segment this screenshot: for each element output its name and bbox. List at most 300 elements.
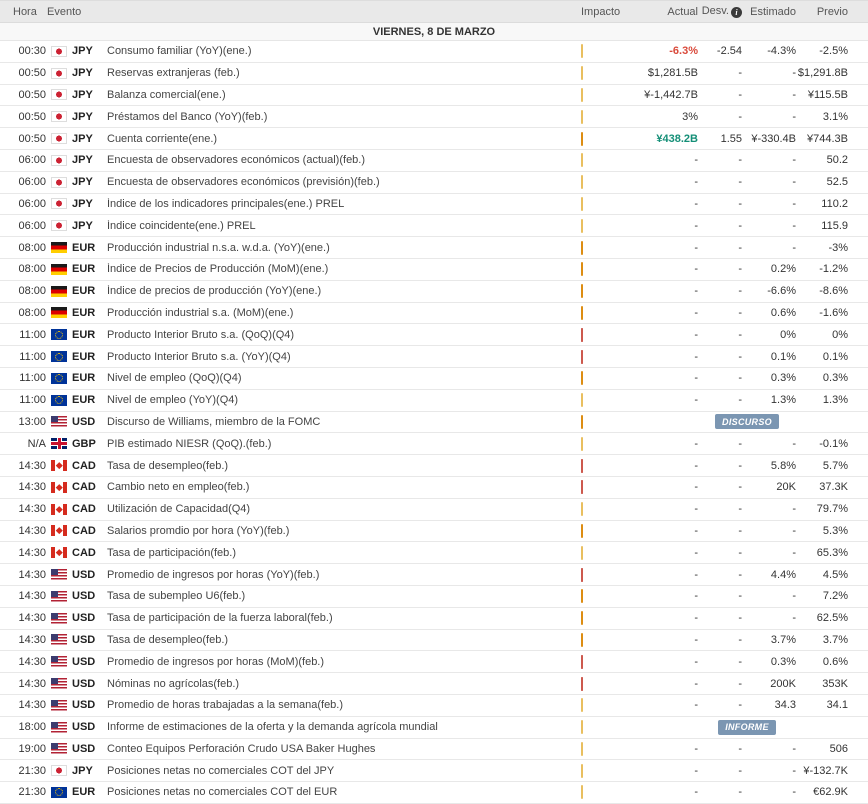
previo-value: 1.3% <box>822 394 848 407</box>
flag-icon <box>51 220 67 231</box>
impact-cell <box>576 394 634 406</box>
previo-value: 7.2% <box>822 590 848 603</box>
impact-cell <box>576 786 634 798</box>
currency-code: JPY <box>72 110 93 123</box>
impact-cell <box>576 89 634 101</box>
currency-code: EUR <box>72 263 96 276</box>
impact-cell <box>576 547 634 559</box>
currency-flag <box>46 700 72 711</box>
event-row[interactable] <box>0 41 868 63</box>
currency-code: JPY <box>72 219 93 232</box>
desv-value: - <box>738 154 742 167</box>
currency-code: USD <box>72 415 96 428</box>
event-label: Utilización de Capacidad(Q4) <box>107 503 251 516</box>
currency-flag <box>46 351 72 362</box>
event-row[interactable] <box>0 259 868 281</box>
flag-icon <box>51 329 67 340</box>
previo-value: 0.6% <box>822 655 848 668</box>
impact-bar-icon <box>581 284 583 298</box>
desv-value: - <box>738 786 742 799</box>
event-row[interactable] <box>0 281 868 303</box>
impact-bar-icon <box>581 720 583 734</box>
flag-icon <box>51 286 67 297</box>
currency-code: USD <box>72 677 96 690</box>
previo-value: -0.1% <box>819 437 848 450</box>
currency-flag <box>46 111 72 122</box>
actual-value: - <box>694 372 698 385</box>
event-label: Índice de Precios de Producción (MoM)(ene.) <box>107 263 329 276</box>
time-cell: 14:30 <box>18 524 46 537</box>
column-header-impacto: Impacto <box>581 5 621 18</box>
flag-icon <box>51 46 67 57</box>
desv-value: - <box>738 110 742 123</box>
desv-value: - <box>738 394 742 407</box>
event-label: Producción industrial n.s.a. w.d.a. (YoY)(ene.) <box>107 241 330 254</box>
previo-value: -8.6% <box>819 285 848 298</box>
event-label: Balanza comercial(ene.) <box>107 88 226 101</box>
previo-value: 37.3K <box>819 481 848 494</box>
event-label: Cambio neto en empleo(feb.) <box>107 481 250 494</box>
actual-value: 3% <box>682 110 698 123</box>
desv-value: - <box>738 524 742 537</box>
event-label: Tasa de participación de la fuerza laboral(feb.) <box>107 612 333 625</box>
event-label: Consumo familiar (YoY)(ene.) <box>107 45 252 58</box>
previo-value: ¥744.3B <box>807 132 848 145</box>
event-label: Salarios promdio por hora (YoY)(feb.) <box>107 524 290 537</box>
estimado-value: - <box>792 742 796 755</box>
currency-flag <box>46 329 72 340</box>
actual-value: - <box>694 350 698 363</box>
actual-value: - <box>694 219 698 232</box>
event-row[interactable] <box>0 150 868 172</box>
event-row[interactable] <box>0 586 868 608</box>
actual-value: - <box>694 590 698 603</box>
desv-value: - <box>738 699 742 712</box>
event-row[interactable] <box>0 695 868 717</box>
time-cell: 14:30 <box>18 677 46 690</box>
event-row[interactable] <box>0 521 868 543</box>
currency-code: GBP <box>72 437 96 450</box>
impact-bar-icon <box>581 241 583 255</box>
event-label: Índice de precios de producción (YoY)(ene.) <box>107 285 322 298</box>
flag-icon <box>51 68 67 79</box>
time-cell: 08:00 <box>18 285 46 298</box>
currency-code: JPY <box>72 197 93 210</box>
desv-label: Desv. <box>701 5 729 17</box>
column-header-desv <box>698 5 742 18</box>
impact-cell <box>576 612 634 624</box>
event-label: Promedio de ingresos por horas (YoY)(feb.) <box>107 568 320 581</box>
impact-cell <box>576 351 634 363</box>
desv-value: - <box>738 197 742 210</box>
desv-value: - <box>738 263 742 276</box>
currency-code: USD <box>72 633 96 646</box>
previo-value: -1.2% <box>819 263 848 276</box>
event-row[interactable] <box>0 630 868 652</box>
event-row[interactable] <box>0 303 868 325</box>
event-label: Índice de los indicadores principales(ene.) PREL <box>107 197 345 210</box>
currency-code: USD <box>72 590 96 603</box>
event-label: Cuenta corriente(ene.) <box>107 132 218 145</box>
currency-code: EUR <box>72 394 96 407</box>
desv-value: - <box>738 546 742 559</box>
previo-value: 4.5% <box>822 568 848 581</box>
desv-value: - <box>738 328 742 341</box>
impact-cell <box>576 743 634 755</box>
impact-bar-icon <box>581 611 583 625</box>
impact-bar-icon <box>581 66 583 80</box>
estimado-value: - <box>792 764 796 777</box>
impact-bar-icon <box>581 742 583 756</box>
flag-icon <box>51 482 67 493</box>
flag-icon <box>51 591 67 602</box>
currency-flag <box>46 547 72 558</box>
currency-code: EUR <box>72 285 96 298</box>
time-cell: 00:30 <box>18 45 46 58</box>
event-row[interactable] <box>0 673 868 695</box>
desv-value <box>698 720 796 735</box>
impact-bar-icon <box>581 306 583 320</box>
desv-value: - <box>738 219 742 232</box>
previo-value: 0% <box>832 328 848 341</box>
estimado-value: 0.2% <box>770 263 796 276</box>
event-row[interactable] <box>0 106 868 128</box>
impact-bar-icon <box>581 546 583 560</box>
estimado-value: 0.3% <box>770 372 796 385</box>
estimado-value: ¥-330.4B <box>751 132 796 145</box>
time-cell: 11:00 <box>19 328 46 341</box>
impact-bar-icon <box>581 44 583 58</box>
flag-icon <box>51 416 67 427</box>
desv-value: - <box>738 764 742 777</box>
desv-value: - <box>738 655 742 668</box>
actual-value: - <box>694 263 698 276</box>
previo-value: 50.2 <box>826 154 848 167</box>
flag-icon <box>51 743 67 754</box>
desv-value: - <box>738 285 742 298</box>
impact-bar-icon <box>581 197 583 211</box>
impact-cell <box>576 503 634 515</box>
impact-bar-icon <box>581 132 583 146</box>
currency-code: USD <box>72 742 96 755</box>
currency-flag <box>46 656 72 667</box>
impact-cell <box>576 329 634 341</box>
event-row[interactable] <box>0 346 868 368</box>
time-cell: 08:00 <box>18 263 46 276</box>
estimado-value: - <box>792 437 796 450</box>
previo-value: 5.3% <box>822 524 848 537</box>
event-label: Tasa de participación(feb.) <box>107 546 237 559</box>
event-row[interactable] <box>0 564 868 586</box>
time-cell: 06:00 <box>18 219 46 232</box>
event-label: Promedio de ingresos por horas (MoM)(feb.) <box>107 655 325 668</box>
actual-value: - <box>694 786 698 799</box>
currency-code: EUR <box>72 241 96 254</box>
event-row[interactable] <box>0 237 868 259</box>
event-rows <box>0 41 868 804</box>
event-label: Producción industrial s.a. (MoM)(ene.) <box>107 306 294 319</box>
event-label: PIB estimado NIESR (QoQ).(feb.) <box>107 437 272 450</box>
time-cell: 14:30 <box>18 568 46 581</box>
impact-cell <box>576 242 634 254</box>
time-cell: 14:30 <box>18 546 46 559</box>
currency-code: JPY <box>72 176 93 189</box>
impact-bar-icon <box>581 480 583 494</box>
currency-flag <box>46 373 72 384</box>
currency-flag <box>46 264 72 275</box>
flag-icon <box>51 613 67 624</box>
estimado-value: - <box>792 546 796 559</box>
actual-value: ¥438.2B <box>656 132 698 145</box>
estimado-value: 34.3 <box>774 699 796 712</box>
currency-code: CAD <box>72 524 96 537</box>
actual-value: - <box>694 742 698 755</box>
event-label: Tasa de desempleo(feb.) <box>107 633 229 646</box>
event-row[interactable] <box>0 194 868 216</box>
impact-bar-icon <box>581 655 583 669</box>
currency-flag <box>46 743 72 754</box>
impact-bar-icon <box>581 764 583 778</box>
event-label: Reservas extranjeras (feb.) <box>107 67 240 80</box>
event-row[interactable] <box>0 85 868 107</box>
estimado-value: 5.8% <box>770 459 796 472</box>
flag-icon <box>51 242 67 253</box>
flag-icon <box>51 89 67 100</box>
event-row[interactable] <box>0 433 868 455</box>
event-label: Producto Interior Bruto s.a. (YoY)(Q4) <box>107 350 291 363</box>
date-banner-label: VIERNES, 8 DE MARZO <box>372 25 496 38</box>
event-label: Posiciones netas no comerciales COT del JPY <box>107 764 335 777</box>
time-cell: 14:30 <box>18 699 46 712</box>
column-header-hora: Hora <box>13 5 37 18</box>
event-row[interactable] <box>0 63 868 85</box>
event-row[interactable] <box>0 782 868 804</box>
actual-value: - <box>694 546 698 559</box>
desv-value: - <box>738 568 742 581</box>
impact-cell <box>576 285 634 297</box>
estimado-value: - <box>792 524 796 537</box>
currency-flag <box>46 438 72 449</box>
impact-bar-icon <box>581 502 583 516</box>
event-label: Nivel de empleo (YoY)(Q4) <box>107 394 239 407</box>
time-cell: 18:00 <box>18 721 46 734</box>
currency-flag <box>46 46 72 57</box>
impact-bar-icon <box>581 568 583 582</box>
actual-value: - <box>694 285 698 298</box>
time-cell: 06:00 <box>18 176 46 189</box>
previo-value: 506 <box>829 742 848 755</box>
currency-flag <box>46 460 72 471</box>
currency-flag <box>46 482 72 493</box>
flag-icon <box>51 395 67 406</box>
info-icon[interactable]: i <box>731 7 742 18</box>
currency-flag <box>46 198 72 209</box>
currency-code: USD <box>72 655 96 668</box>
calendar-header <box>0 1 868 23</box>
currency-flag <box>46 242 72 253</box>
time-cell: 14:30 <box>18 590 46 603</box>
desv-value: - <box>738 350 742 363</box>
previo-value: 65.3% <box>816 546 848 559</box>
time-cell: 06:00 <box>18 197 46 210</box>
previo-value: ¥-132.7K <box>803 764 848 777</box>
desv-value <box>698 414 796 429</box>
flag-icon <box>51 547 67 558</box>
event-row[interactable] <box>0 717 868 739</box>
previo-value: 353K <box>822 677 848 690</box>
event-row[interactable] <box>0 739 868 761</box>
previo-value: 52.5 <box>826 176 848 189</box>
previo-value: €62.9K <box>813 786 848 799</box>
impact-bar-icon <box>581 437 583 451</box>
currency-flag <box>46 591 72 602</box>
impact-bar-icon <box>581 88 583 102</box>
actual-value: - <box>694 764 698 777</box>
event-row[interactable] <box>0 499 868 521</box>
event-label: Promedio de horas trabajadas a la semana(feb.) <box>107 699 344 712</box>
time-cell: 00:50 <box>18 132 46 145</box>
impact-bar-icon <box>581 459 583 473</box>
currency-code: USD <box>72 612 96 625</box>
event-row[interactable] <box>0 172 868 194</box>
currency-code: EUR <box>72 350 96 363</box>
currency-flag <box>46 307 72 318</box>
impact-cell <box>576 416 634 428</box>
previo-value: 62.5% <box>816 612 848 625</box>
event-label: Informe de estimaciones de la oferta y la demanda agrícola mundial <box>107 721 438 734</box>
currency-code: JPY <box>72 154 93 167</box>
desv-value: 1.55 <box>720 132 742 145</box>
flag-icon <box>51 460 67 471</box>
impact-bar-icon <box>581 785 583 799</box>
event-row[interactable] <box>0 651 868 673</box>
impact-bar-icon <box>581 677 583 691</box>
time-cell: 08:00 <box>18 306 46 319</box>
impact-bar-icon <box>581 328 583 342</box>
column-header-evento: Evento <box>47 5 82 18</box>
impact-cell <box>576 678 634 690</box>
time-cell: 14:30 <box>18 503 46 516</box>
time-cell: 11:00 <box>19 372 46 385</box>
impact-cell <box>576 176 634 188</box>
desv-value: - <box>738 176 742 189</box>
actual-value: - <box>694 176 698 189</box>
currency-flag <box>46 220 72 231</box>
event-row[interactable] <box>0 128 868 150</box>
currency-code: EUR <box>72 328 96 341</box>
flag-icon <box>51 351 67 362</box>
desv-value: - <box>738 633 742 646</box>
estimado-value: - <box>792 241 796 254</box>
impact-bar-icon <box>581 524 583 538</box>
event-row[interactable] <box>0 324 868 346</box>
time-cell: 21:30 <box>18 786 46 799</box>
event-row[interactable] <box>0 608 868 630</box>
impact-bar-icon <box>581 415 583 429</box>
event-label: Nóminas no agrícolas(feb.) <box>107 677 240 690</box>
impact-bar-icon <box>581 110 583 124</box>
desv-value: - <box>738 481 742 494</box>
impact-cell <box>576 67 634 79</box>
actual-value: - <box>694 328 698 341</box>
impact-cell <box>576 45 634 57</box>
time-cell: 00:50 <box>18 67 46 80</box>
currency-code: USD <box>72 721 96 734</box>
estimado-value: -4.3% <box>767 45 796 58</box>
desv-value: -2.54 <box>716 45 742 58</box>
actual-value: - <box>694 394 698 407</box>
time-cell: 19:00 <box>18 742 46 755</box>
actual-value: - <box>694 568 698 581</box>
event-row[interactable] <box>0 215 868 237</box>
event-row[interactable] <box>0 542 868 564</box>
actual-value: - <box>694 655 698 668</box>
desv-value: - <box>738 742 742 755</box>
column-header-previo: Previo <box>816 5 848 18</box>
actual-value: - <box>694 612 698 625</box>
actual-value: - <box>694 197 698 210</box>
previo-value: 0.1% <box>822 350 848 363</box>
currency-flag <box>46 787 72 798</box>
impact-cell <box>576 525 634 537</box>
event-row[interactable] <box>0 455 868 477</box>
time-cell: 14:30 <box>18 481 46 494</box>
impact-cell <box>576 634 634 646</box>
impact-cell <box>576 460 634 472</box>
flag-icon <box>51 700 67 711</box>
currency-flag <box>46 68 72 79</box>
impact-cell <box>576 198 634 210</box>
event-row[interactable] <box>0 390 868 412</box>
event-badge: INFORME <box>718 720 776 735</box>
flag-icon <box>51 307 67 318</box>
event-row[interactable] <box>0 477 868 499</box>
desv-value: - <box>738 306 742 319</box>
previo-value: ¥115.5B <box>807 88 848 101</box>
estimado-value: 4.4% <box>770 568 796 581</box>
event-label: Encuesta de observadores económicos (previsión)(feb.) <box>107 176 380 189</box>
event-row[interactable] <box>0 760 868 782</box>
actual-value: $1,281.5B <box>647 67 698 80</box>
impact-cell <box>576 372 634 384</box>
previo-value: 115.9 <box>821 219 848 232</box>
currency-flag <box>46 133 72 144</box>
currency-flag <box>46 504 72 515</box>
currency-code: CAD <box>72 503 96 516</box>
currency-code: CAD <box>72 481 96 494</box>
impact-bar-icon <box>581 153 583 167</box>
event-row[interactable] <box>0 368 868 390</box>
currency-flag <box>46 765 72 776</box>
flag-icon <box>51 373 67 384</box>
previo-value: -2.5% <box>819 45 848 58</box>
event-row[interactable] <box>0 412 868 434</box>
impact-cell <box>576 111 634 123</box>
actual-value: - <box>694 677 698 690</box>
actual-value: - <box>694 503 698 516</box>
actual-value: - <box>694 481 698 494</box>
currency-flag <box>46 286 72 297</box>
flag-icon <box>51 678 67 689</box>
flag-icon <box>51 722 67 733</box>
event-label: Tasa de subempleo U6(feb.) <box>107 590 246 603</box>
time-cell: 11:00 <box>19 350 46 363</box>
flag-icon <box>51 504 67 515</box>
time-cell: 00:50 <box>18 88 46 101</box>
flag-icon <box>51 569 67 580</box>
impact-cell <box>576 154 634 166</box>
desv-value: - <box>738 437 742 450</box>
